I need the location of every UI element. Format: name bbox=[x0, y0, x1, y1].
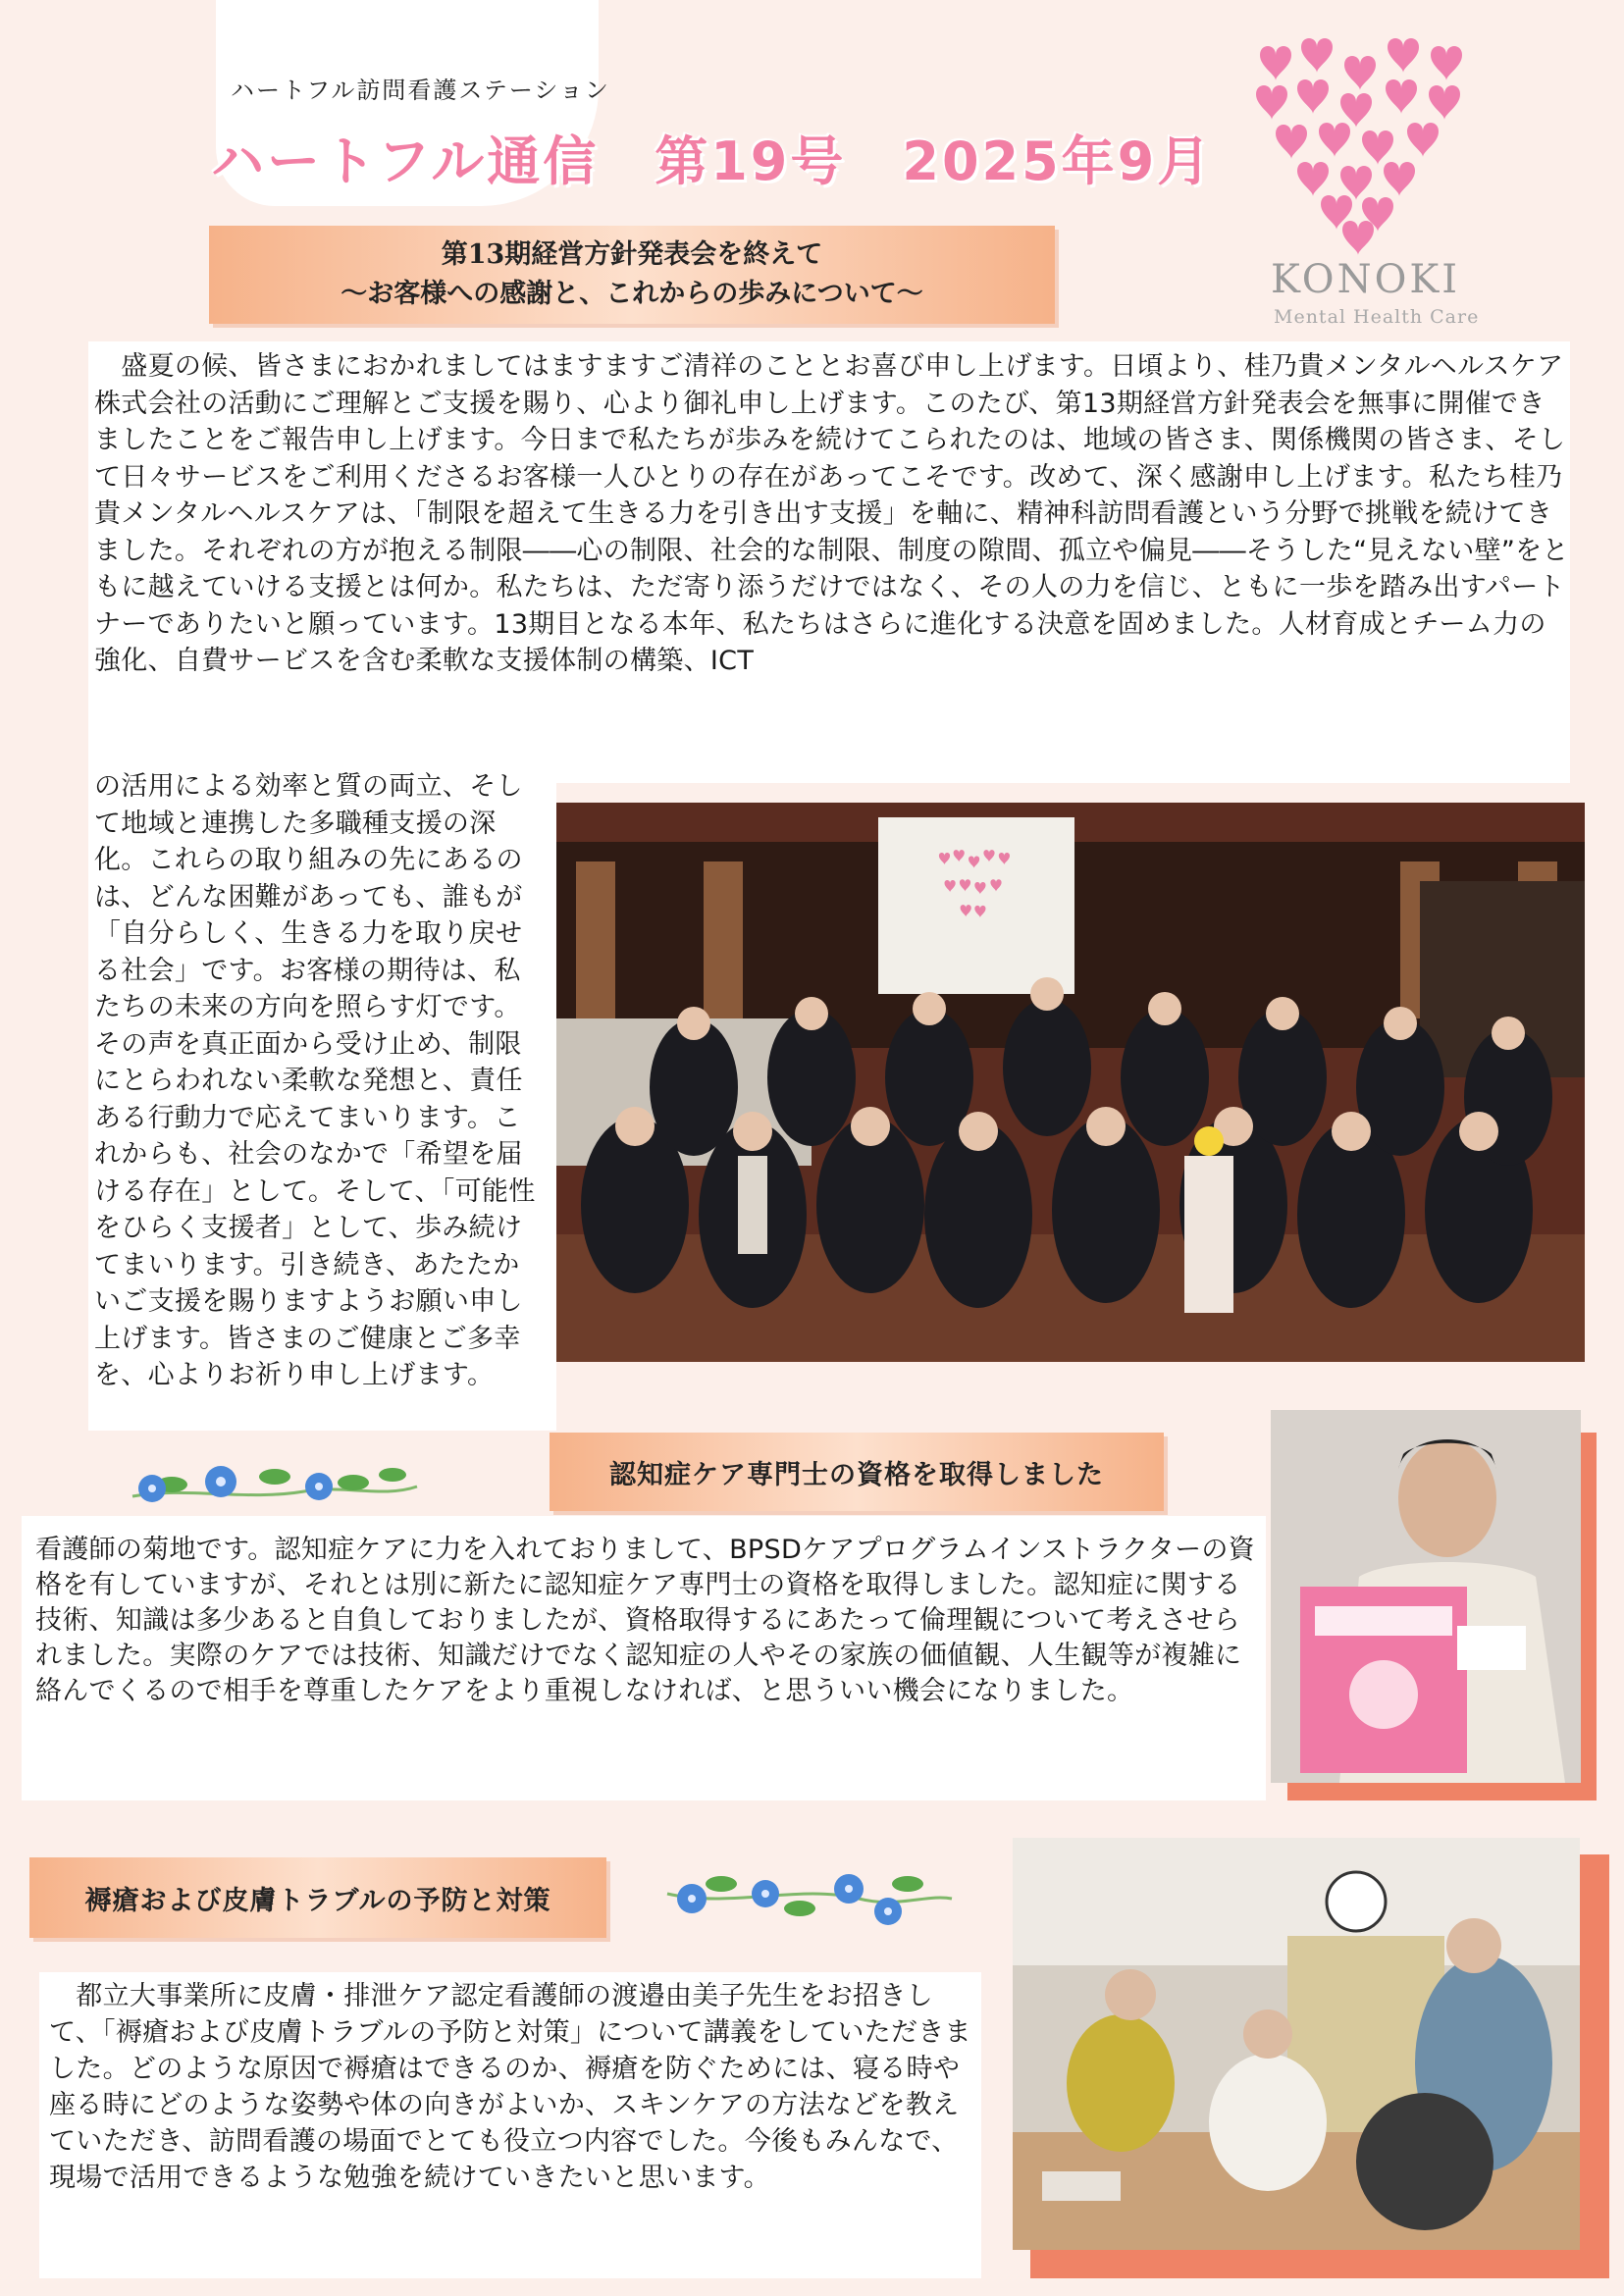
section1-heading-line2: ～お客様への感謝と、これからの歩みについて～ bbox=[341, 279, 923, 309]
heart-of-hearts-icon bbox=[1246, 29, 1482, 255]
section2-paragraph: 看護師の菊地です。認知症ケアに力を入れておりまして、BPSDケアプログラムインストラクターの資格を有していますが、それとは別に新たに認知症ケア専門士の資格を取得しました。認知症に関する技術、知識は多少あると自負しておりましたが、資格取得するにあたって倫理観について考えさせられました。実際のケアでは技術、知識だけでなく認知症の人やその家族の価値観、人生観等が複雑に絡んでくるので相手を尊重したケアをより重視しなければ、と思ういい機会になりました。 bbox=[35, 1535, 1255, 1706]
logo-name: KONOKI bbox=[1271, 257, 1461, 302]
logo-subtitle: Mental Health Care bbox=[1274, 306, 1480, 328]
section1-heading bbox=[209, 226, 1055, 324]
organization-name: ハートフル訪問看護ステーション bbox=[231, 77, 610, 104]
section1-paragraph-narrow: の活用による効率と質の両立、そして地域と連携した多職種支援の深化。これらの取り組みの先にあるのは、どんな困難があっても、誰もが「自分らしく、生きる力を取り戻せる社会」です。お客様の期待は、私たちの未来の方向を照らす灯です。その声を真正面から受け止め、制限にとらわれない柔軟な発想と、責任ある行動力で応えてまいります。これからも、社会のなかで「希望を届ける存在」として。そして、「可能性をひらく支援者」として、歩み続けてまいります。引き続き、あたたかいご支援を賜りますようお願い申し上げます。皆さまのご健康とご多幸を、心よりお祈り申し上げます。 bbox=[94, 771, 536, 1390]
section3-heading: 褥瘡および皮膚トラブルの予防と対策 bbox=[29, 1857, 606, 1938]
group-photo bbox=[556, 803, 1585, 1362]
section3-paragraph: 都立大事業所に皮膚・排泄ケア認定看護師の渡邉由美子先生をお招きして、「褥瘡および皮膚トラブルの予防と対策」について講義をしていただきました。どのような原因で褥瘡はできるのか、褥瘡を防ぐためには、寝る時や座る時にどのような姿勢や体の向きがよいか、スキンケアの方法などを教えていただき、訪問看護の場面でとても役立つ内容でした。今後もみんなで、現場で活用できるような勉強を続けていきたいと思います。 bbox=[49, 1981, 971, 2193]
section1-paragraph-wide: 盛夏の候、皆さまにおかれましてはますますご清祥のこととお喜び申し上げます。日頃より、桂乃貴メンタルヘルスケア株式会社の活動にご理解とご支援を賜り、心より御礼申し上げます。このたび、第13期経営方針発表会を無事に開催できましたことをご報告申し上げます。今日まで私たちが歩みを続けてこられたのは、地域の皆さま、関係機関の皆さま、そして日々サービスをご利用くださるお客様一人ひとりの存在があってこそです。改めて、深く感謝申し上げます。私たち桂乃貴メンタルヘルスケアは、「制限を超えて生きる力を引き出す支援」を軸に、精神科訪問看護という分野で挑戦を続けてきました。それぞれの方が抱える制限――心の制限、社会的な制限、制度の隙間、孤立や偏見――そうした“見えない壁”をともに越えていける支援とは何か。私たちは、ただ寄り添うだけではなく、その人の力を信じ、ともに一歩を踏み出すパートナーでありたいと願っています。13期目となる本年、私たちはさらに進化する決意を固めました。人材育成とチーム力の強化、自費サービスを含む柔軟な支援体制の構築、ICT bbox=[94, 351, 1569, 676]
newsletter-title: ハートフル通信 第19号 2025年9月 bbox=[211, 130, 1214, 192]
lecture-photo bbox=[1013, 1838, 1580, 2250]
morning-glory-vine-icon bbox=[128, 1447, 422, 1516]
section2-heading: 認知症ケア専門士の資格を取得しました bbox=[550, 1433, 1164, 1511]
section1-heading-line1: 第13期経営方針発表会を終えて bbox=[441, 239, 823, 270]
morning-glory-vine-icon bbox=[662, 1854, 957, 1933]
certificate-photo bbox=[1271, 1410, 1581, 1783]
